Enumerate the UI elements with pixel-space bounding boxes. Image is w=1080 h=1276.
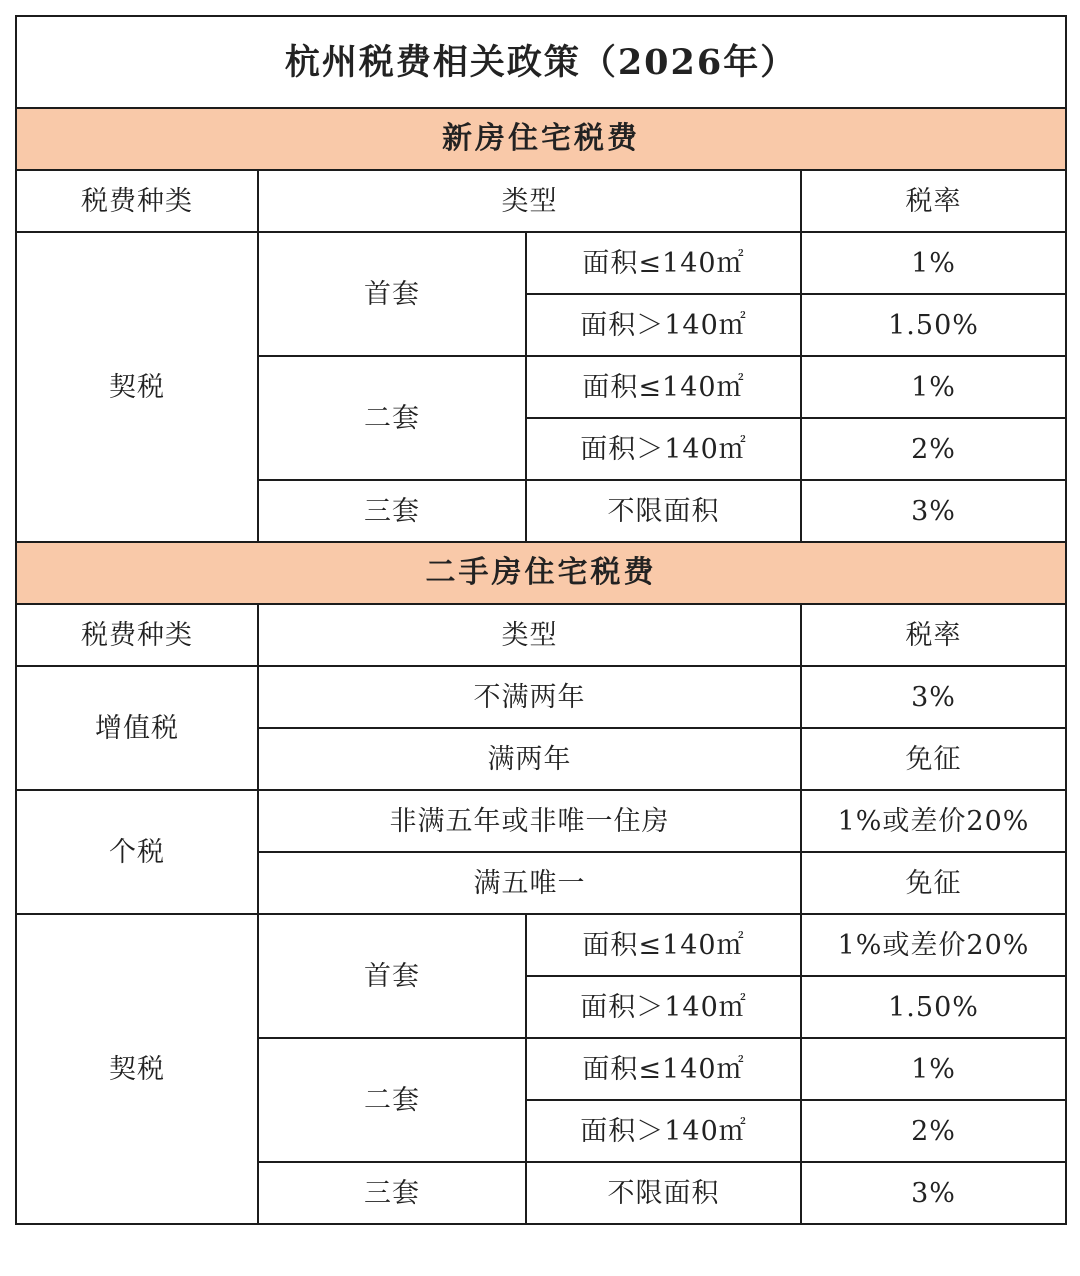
header-type: 类型 bbox=[258, 604, 801, 666]
type-cell: 非满五年或非唯一住房 bbox=[258, 790, 801, 852]
rate-cell: 2% bbox=[801, 418, 1066, 480]
rate-cell: 1.50% bbox=[801, 294, 1066, 356]
header-rate: 税率 bbox=[801, 170, 1066, 232]
header-row-second-hand bbox=[16, 604, 1066, 666]
tier-second-new: 二套 bbox=[258, 356, 526, 480]
header-tax-type: 税费种类 bbox=[16, 170, 258, 232]
rate-cell: 免征 bbox=[801, 852, 1066, 914]
rate-cell: 1% bbox=[801, 232, 1066, 294]
rate-cell: 2% bbox=[801, 1100, 1066, 1162]
tier-first-second: 首套 bbox=[258, 914, 526, 1038]
section-row-second-hand bbox=[16, 542, 1066, 604]
section-title-new-house: 新房住宅税费 bbox=[16, 108, 1066, 170]
header-tax-type: 税费种类 bbox=[16, 604, 258, 666]
rate-cell: 免征 bbox=[801, 728, 1066, 790]
area-cell: 面积≤140㎡ bbox=[526, 1038, 801, 1100]
table-title: 杭州税费相关政策（2026年） bbox=[16, 16, 1066, 108]
rate-cell: 3% bbox=[801, 1162, 1066, 1224]
rate-cell: 1.50% bbox=[801, 976, 1066, 1038]
section-title-second-hand: 二手房住宅税费 bbox=[16, 542, 1066, 604]
tier-third-new: 三套 bbox=[258, 480, 526, 542]
type-cell: 满两年 bbox=[258, 728, 801, 790]
type-cell: 不满两年 bbox=[258, 666, 801, 728]
area-cell: 面积≤140㎡ bbox=[526, 914, 801, 976]
rate-cell: 1%或差价20% bbox=[801, 790, 1066, 852]
area-cell: 面积≤140㎡ bbox=[526, 356, 801, 418]
rate-cell: 1% bbox=[801, 1038, 1066, 1100]
tier-second-second: 二套 bbox=[258, 1038, 526, 1162]
table-row bbox=[16, 914, 1066, 976]
tier-third-second: 三套 bbox=[258, 1162, 526, 1224]
tax-name-vat: 增值税 bbox=[16, 666, 258, 790]
tax-policy-sheet bbox=[15, 15, 1067, 1225]
rate-cell: 1%或差价20% bbox=[801, 914, 1066, 976]
area-cell: 面积＞140㎡ bbox=[526, 294, 801, 356]
type-cell: 满五唯一 bbox=[258, 852, 801, 914]
section-row-new-house bbox=[16, 108, 1066, 170]
area-cell: 不限面积 bbox=[526, 480, 801, 542]
title-row bbox=[16, 16, 1066, 108]
area-cell: 面积＞140㎡ bbox=[526, 418, 801, 480]
tax-policy-table bbox=[15, 15, 1067, 1225]
rate-cell: 3% bbox=[801, 666, 1066, 728]
header-rate: 税率 bbox=[801, 604, 1066, 666]
table-row bbox=[16, 666, 1066, 728]
area-cell: 不限面积 bbox=[526, 1162, 801, 1224]
header-type: 类型 bbox=[258, 170, 801, 232]
area-cell: 面积＞140㎡ bbox=[526, 976, 801, 1038]
area-cell: 面积＞140㎡ bbox=[526, 1100, 801, 1162]
area-cell: 面积≤140㎡ bbox=[526, 232, 801, 294]
tier-first-new: 首套 bbox=[258, 232, 526, 356]
tax-name-income: 个税 bbox=[16, 790, 258, 914]
table-row bbox=[16, 232, 1066, 294]
rate-cell: 1% bbox=[801, 356, 1066, 418]
table-row bbox=[16, 790, 1066, 852]
rate-cell: 3% bbox=[801, 480, 1066, 542]
tax-name-deed-second: 契税 bbox=[16, 914, 258, 1224]
tax-name-deed-new: 契税 bbox=[16, 232, 258, 542]
header-row-new-house bbox=[16, 170, 1066, 232]
